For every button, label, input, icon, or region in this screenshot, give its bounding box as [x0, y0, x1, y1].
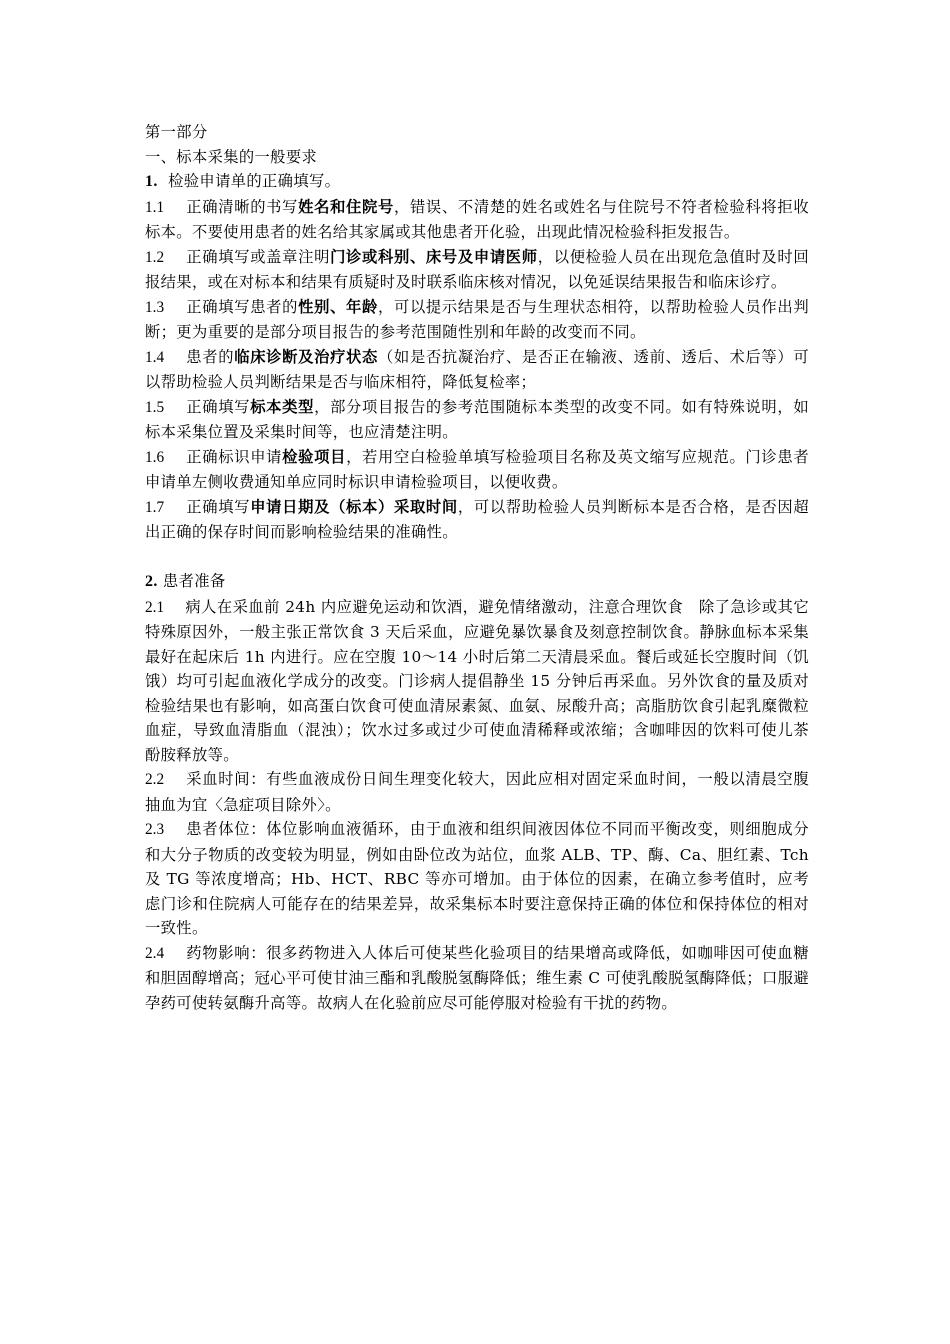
s1-item-6: 1.6 正确标识申请检验项目，若用空白检验单填写检验项目名称及英文缩写应规范。门诊患者申请单左侧收费通知单应同时标识申请检验项目，以便收费。: [145, 447, 810, 491]
item-number: 2.1: [145, 598, 165, 616]
s1-heading: [145, 169, 809, 195]
item-number: 2.4: [145, 944, 165, 962]
s1-item-4: 1.4 患者的临床诊断及治疗状态（如是否抗凝治疗、是否正在输液、透前、透后、术后等）可以帮助检验人员判断结果是否与临床相符，降低复检率；: [145, 347, 810, 391]
item-number: 1.7: [145, 498, 165, 516]
item-number: 1.5: [145, 398, 165, 416]
s2-number: 2.: [145, 573, 158, 590]
item-number: 1.3: [145, 298, 165, 316]
s2-item-3: 2.3 患者体位：体位影响血液循环，由于血液和组织间液因体位不同而平衡改变，则细胞成分和大分子物质的改变较为明显，例如由卧位改为站位，血浆 ALB、TP、酶、Ca、胆红素、Tch 及 TG 等浓度增高；Hb、HCT、RBC 等亦可增加。由于体位的因素，在确立参考值时，应考虑门诊和住院病人可能存在的结果差异，故采集标本时要注意保持正确的体位和保持体位的相对一致性。: [145, 820, 809, 937]
section-spacer: [145, 545, 809, 570]
section-title: 一、标本采集的一般要求: [145, 147, 318, 166]
s1-number: 1.: [145, 173, 158, 190]
s1-item-2: 1.2 正确填写或盖章注明门诊或科别、床号及申请医师，以便检验人员在出现危急值时及时回报结果，或在对标本和结果有质疑时及时联系临床核对情况，以免延误结果报告和临床诊疗。: [145, 247, 809, 291]
item-number: 1.1: [145, 198, 165, 216]
s1-item-5: 1.5 正确填写标本类型，部分项目报告的参考范围随标本类型的改变不同。如有特殊说明，如标本采集位置及采集时间等，也应清楚注明。: [145, 397, 809, 441]
item-number: 1.6: [145, 448, 165, 466]
part-title: 第一部分: [145, 123, 208, 141]
s1-item-3: 1.3 正确填写患者的性别、年龄，可以提示结果是否与生理状态相符，以帮助检验人员作出判断；更为重要的是部分项目报告的参考范围随性别和年龄的改变而不同。: [145, 297, 809, 341]
item-number: 2.2: [145, 771, 165, 788]
s2-item-2: 2.2 采血时间：有些血液成份日间生理变化较大，因此应相对固定采血时间，一般以清晨空腹抽血为宜〈急症项目除外〉。: [145, 770, 809, 814]
item-number: 1.4: [145, 348, 165, 366]
s1-item-7: 1.7 正确填写申请日期及（标本）采取时间，可以帮助检验人员判断标本是否合格，是否因超出正确的保存时间而影响检验结果的准确性。: [145, 497, 809, 541]
document-body: [145, 120, 809, 1015]
s2-item-4: 2.4 药物影响：很多药物进入人体后可使某些化验项目的结果增高或降低，如咖啡因可使血糖和胆固醇增高；冠心平可使甘油三酯和乳酸脱氢酶降低；维生素 C 可使乳酸脱氢酶降低；口服避孕药可使转氨酶升高等。故病人在化验前应尽可能停服对检验有干扰的药物。: [145, 943, 810, 1012]
s1-item-1: 1.1 正确清晰的书写姓名和住院号，错误、不清楚的姓名或姓名与住院号不符者检验科将拒收标本。不要使用患者的姓名给其家属或其他患者开化验，出现此情况检验科拒发报告。: [145, 197, 809, 241]
s2-title: 患者准备: [162, 572, 226, 590]
item-number: 2.3: [145, 821, 165, 838]
s2-heading: [145, 569, 809, 595]
item-number: 1.2: [145, 248, 165, 266]
s1-title: 检验申请单的正确填写。: [168, 172, 341, 190]
s2-item-1: 2.1 病人在采血前 24h 内应避免运动和饮酒，避免情绪激动，注意合理饮食 除了急诊或其它特殊原因外，一般主张正常饮食 3 天后采血，应避免暴饮暴食及刻意控制饮食。静脉血标本采集最好在起床后 1h 内进行。应在空腹 10～14 小时后第二天清晨采血。餐后或延长空腹时间（饥饿）均可引起血液化学成分的改变。门诊病人提倡静坐 15 分钟后再采血。另外饮食的量及质对检验结果也有影响，如高蛋白饮食可使血清尿素氮、血氨、尿酸升高；高脂肪饮食引起乳糜微粒血症，导致血清脂血（混浊）；饮水过多或过少可使血清稀释或浓缩；含咖啡因的饮料可使儿茶酚胺释放等。: [145, 597, 809, 764]
